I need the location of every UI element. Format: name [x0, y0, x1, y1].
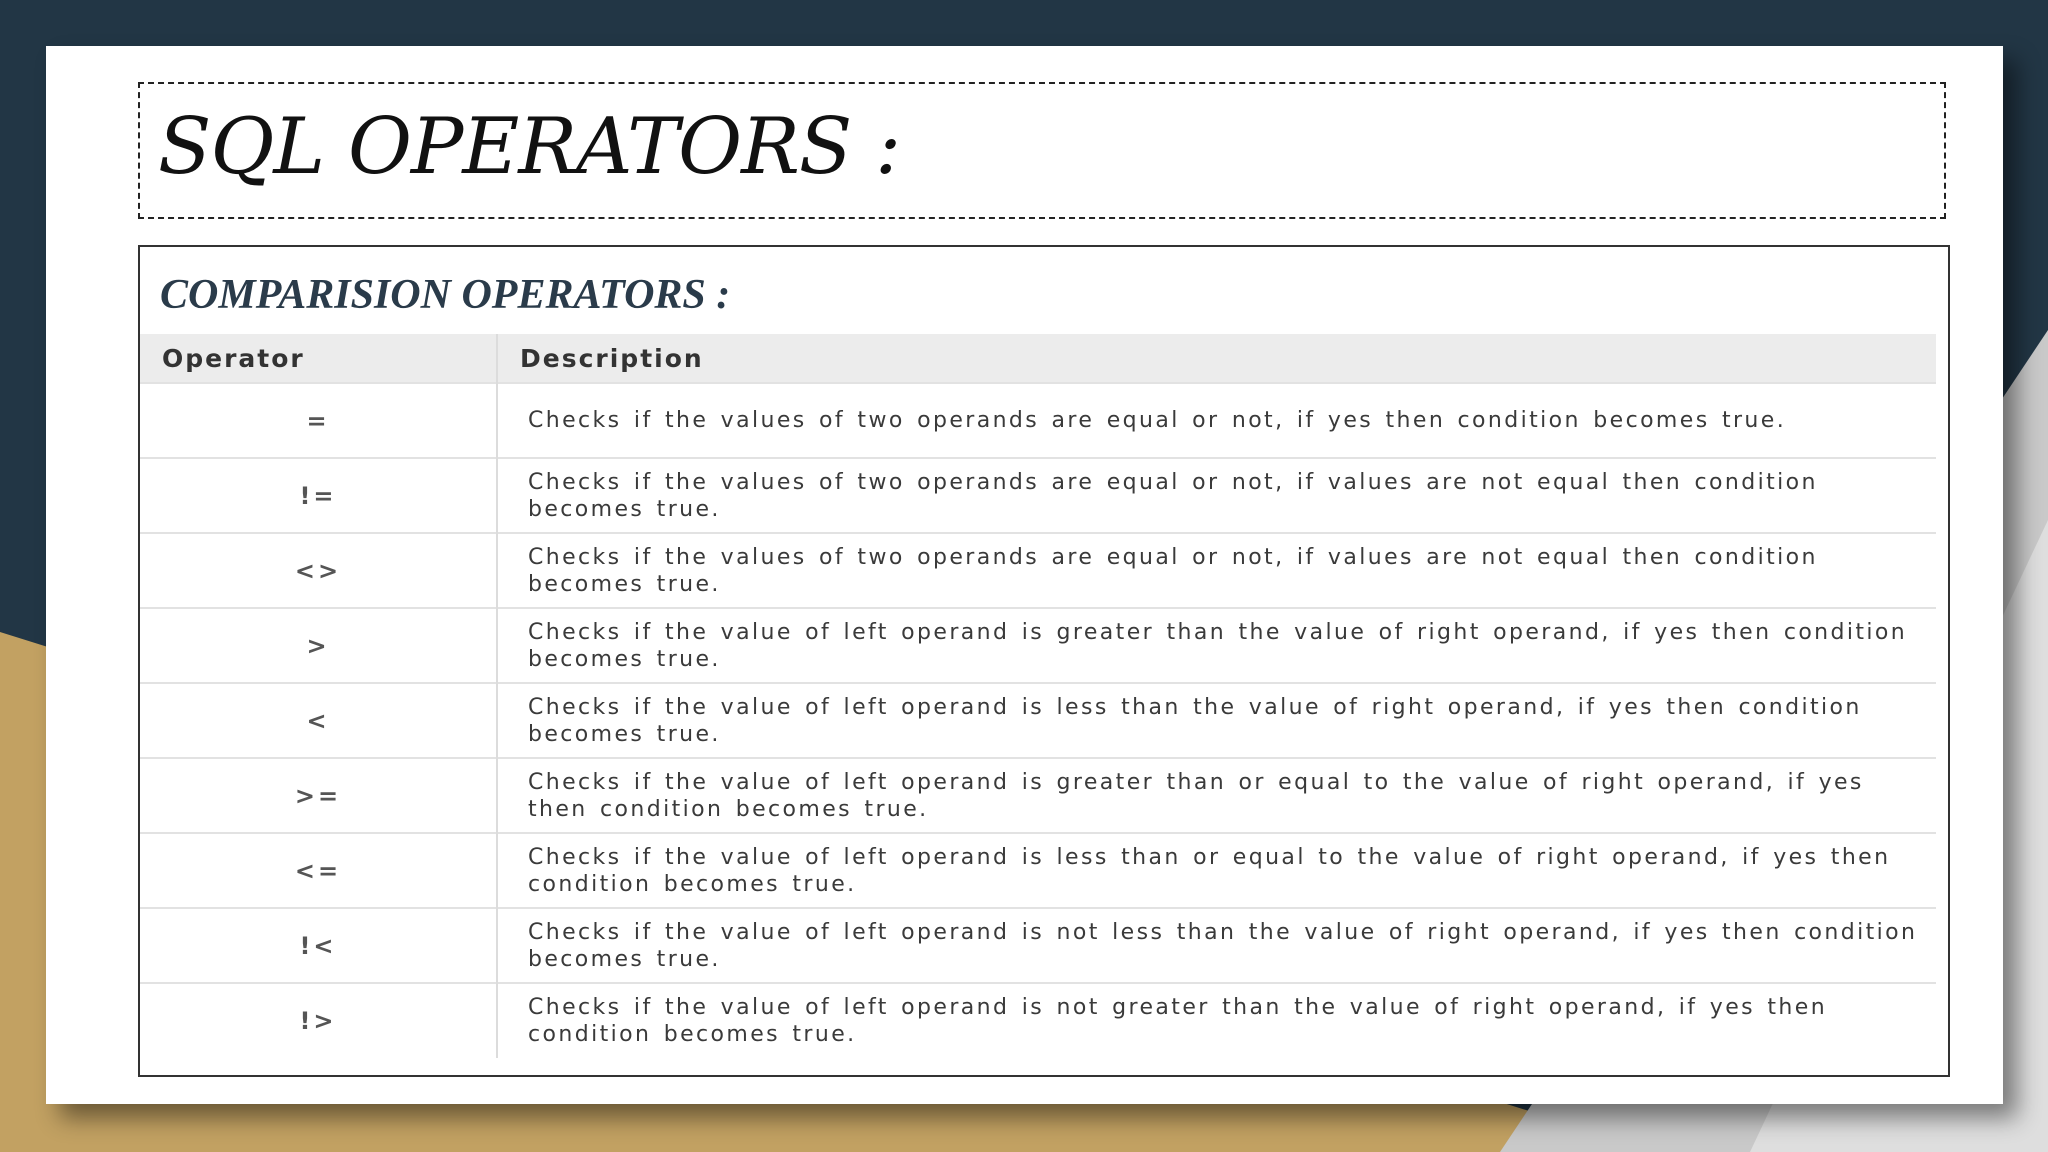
description-cell: Checks if the value of left operand is not less than the value of right operand, if yes then condition becomes true. [497, 908, 1936, 983]
table-row [140, 908, 1936, 983]
section-subtitle: COMPARISION OPERATORS : [160, 272, 731, 318]
description-column-header: Description [497, 334, 1936, 383]
slide-title: SQL OPERATORS : [158, 102, 901, 192]
operator-cell: < [140, 683, 497, 758]
operator-cell: = [140, 383, 497, 458]
operator-cell: > [140, 608, 497, 683]
operator-cell: >= [140, 758, 497, 833]
description-cell: Checks if the value of left operand is less than the value of right operand, if yes then condition becomes true. [497, 683, 1936, 758]
operators-table [140, 334, 1936, 1058]
table-row [140, 533, 1936, 608]
operator-cell: !> [140, 983, 497, 1058]
operator-cell: <= [140, 833, 497, 908]
title-box [138, 82, 1946, 219]
table-row [140, 833, 1936, 908]
description-cell: Checks if the value of left operand is less than or equal to the value of right operand, if yes then condition becomes true. [497, 833, 1936, 908]
operator-cell: !< [140, 908, 497, 983]
description-cell: Checks if the values of two operands are equal or not, if values are not equal then condition becomes true. [497, 533, 1936, 608]
description-cell: Checks if the value of left operand is not greater than the value of right operand, if yes then condition becomes true. [497, 983, 1936, 1058]
table-row [140, 758, 1936, 833]
table-row [140, 608, 1936, 683]
description-cell: Checks if the values of two operands are equal or not, if yes then condition becomes true. [497, 383, 1936, 458]
operator-cell: <> [140, 533, 497, 608]
slide-card [46, 46, 2003, 1104]
table-row [140, 683, 1936, 758]
table-header-row [140, 334, 1936, 383]
description-cell: Checks if the value of left operand is greater than or equal to the value of right operand, if yes then condition becomes true. [497, 758, 1936, 833]
operator-cell: != [140, 458, 497, 533]
table-row [140, 983, 1936, 1058]
content-box [138, 245, 1950, 1077]
table-row [140, 458, 1936, 533]
operator-column-header: Operator [140, 334, 497, 383]
description-cell: Checks if the values of two operands are equal or not, if values are not equal then condition becomes true. [497, 458, 1936, 533]
table-row [140, 383, 1936, 458]
description-cell: Checks if the value of left operand is greater than the value of right operand, if yes then condition becomes true. [497, 608, 1936, 683]
